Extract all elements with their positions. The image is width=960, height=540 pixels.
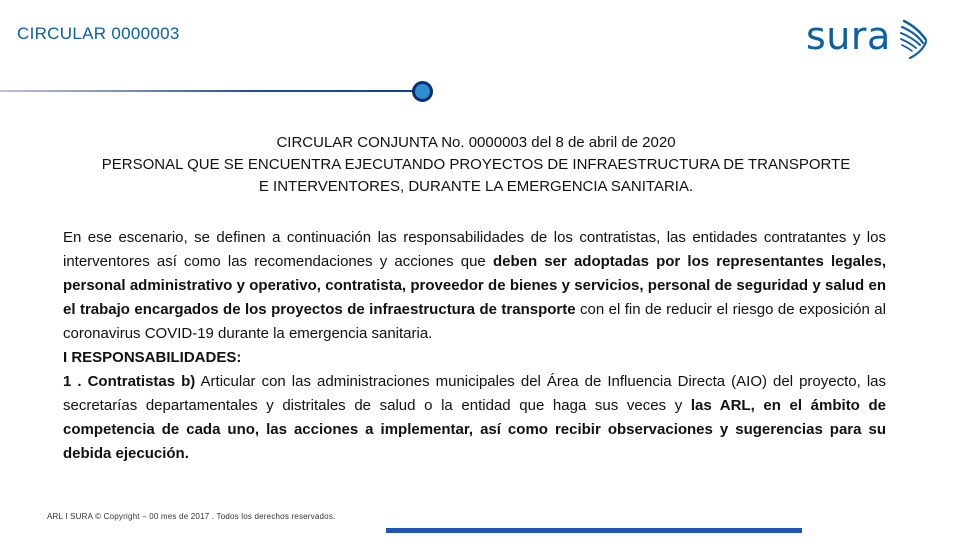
sura-logo xyxy=(806,12,930,66)
section-title: I RESPONSABILIDADES: xyxy=(63,349,242,366)
body-text xyxy=(63,226,886,466)
footer-copyright: ARL I SURA © Copyright – 00 mes de 2017 . Todos los derechos reservados. xyxy=(47,512,336,521)
intro-paragraph xyxy=(63,226,886,346)
heading-line-2: PERSONAL QUE SE ENCUENTRA EJECUTANDO PROYECTOS DE INFRAESTRUCTURA DE TRANSPORTE xyxy=(101,156,851,173)
logo-swoosh-icon xyxy=(900,18,930,62)
footer-bar xyxy=(386,528,802,533)
intro-text-a: En ese escenario, se definen a continuación las responsabilidades de los contratistas, las entidades contratantes y los interventores así como las recomendaciones y acciones que xyxy=(63,229,886,270)
intro-text-bold: deben ser adoptadas por los representantes legales, personal administrativo y operativo, contratista, proveedor de bienes y servicios, personal de seguridad y salud en el trabajo encargados de los proyectos de infraestructura de transporte xyxy=(63,253,886,318)
heading-line-1: CIRCULAR CONJUNTA No. 0000003 del 8 de abril de 2020 xyxy=(276,134,676,151)
heading-line-3: E INTERVENTORES, DURANTE LA EMERGENCIA SANITARIA. xyxy=(258,178,694,195)
responsibility-text-bold: las ARL, en el ámbito de competencia de cada uno, las acciones a implementar, así como recibir observaciones y sugerencias para su debida ejecución. xyxy=(63,397,886,462)
logo-wordmark: sura xyxy=(806,14,891,58)
responsibility-label: 1 . Contratistas b) xyxy=(63,373,196,390)
divider-dot xyxy=(412,81,433,102)
responsibility-text: Articular con las administraciones municipales del Área de Influencia Directa (AIO) del proyecto, las secretarías departamentales y distritales de salud o la entidad que haga sus veces y xyxy=(63,373,886,414)
circular-heading xyxy=(60,132,892,198)
page-header-title: CIRCULAR 0000003 xyxy=(17,24,180,43)
intro-text-b: con el fin de reducir el riesgo de exposición al coronavirus COVID-19 durante la emergencia sanitaria. xyxy=(63,301,886,342)
responsibility-paragraph xyxy=(63,370,886,466)
header-divider xyxy=(0,90,420,92)
